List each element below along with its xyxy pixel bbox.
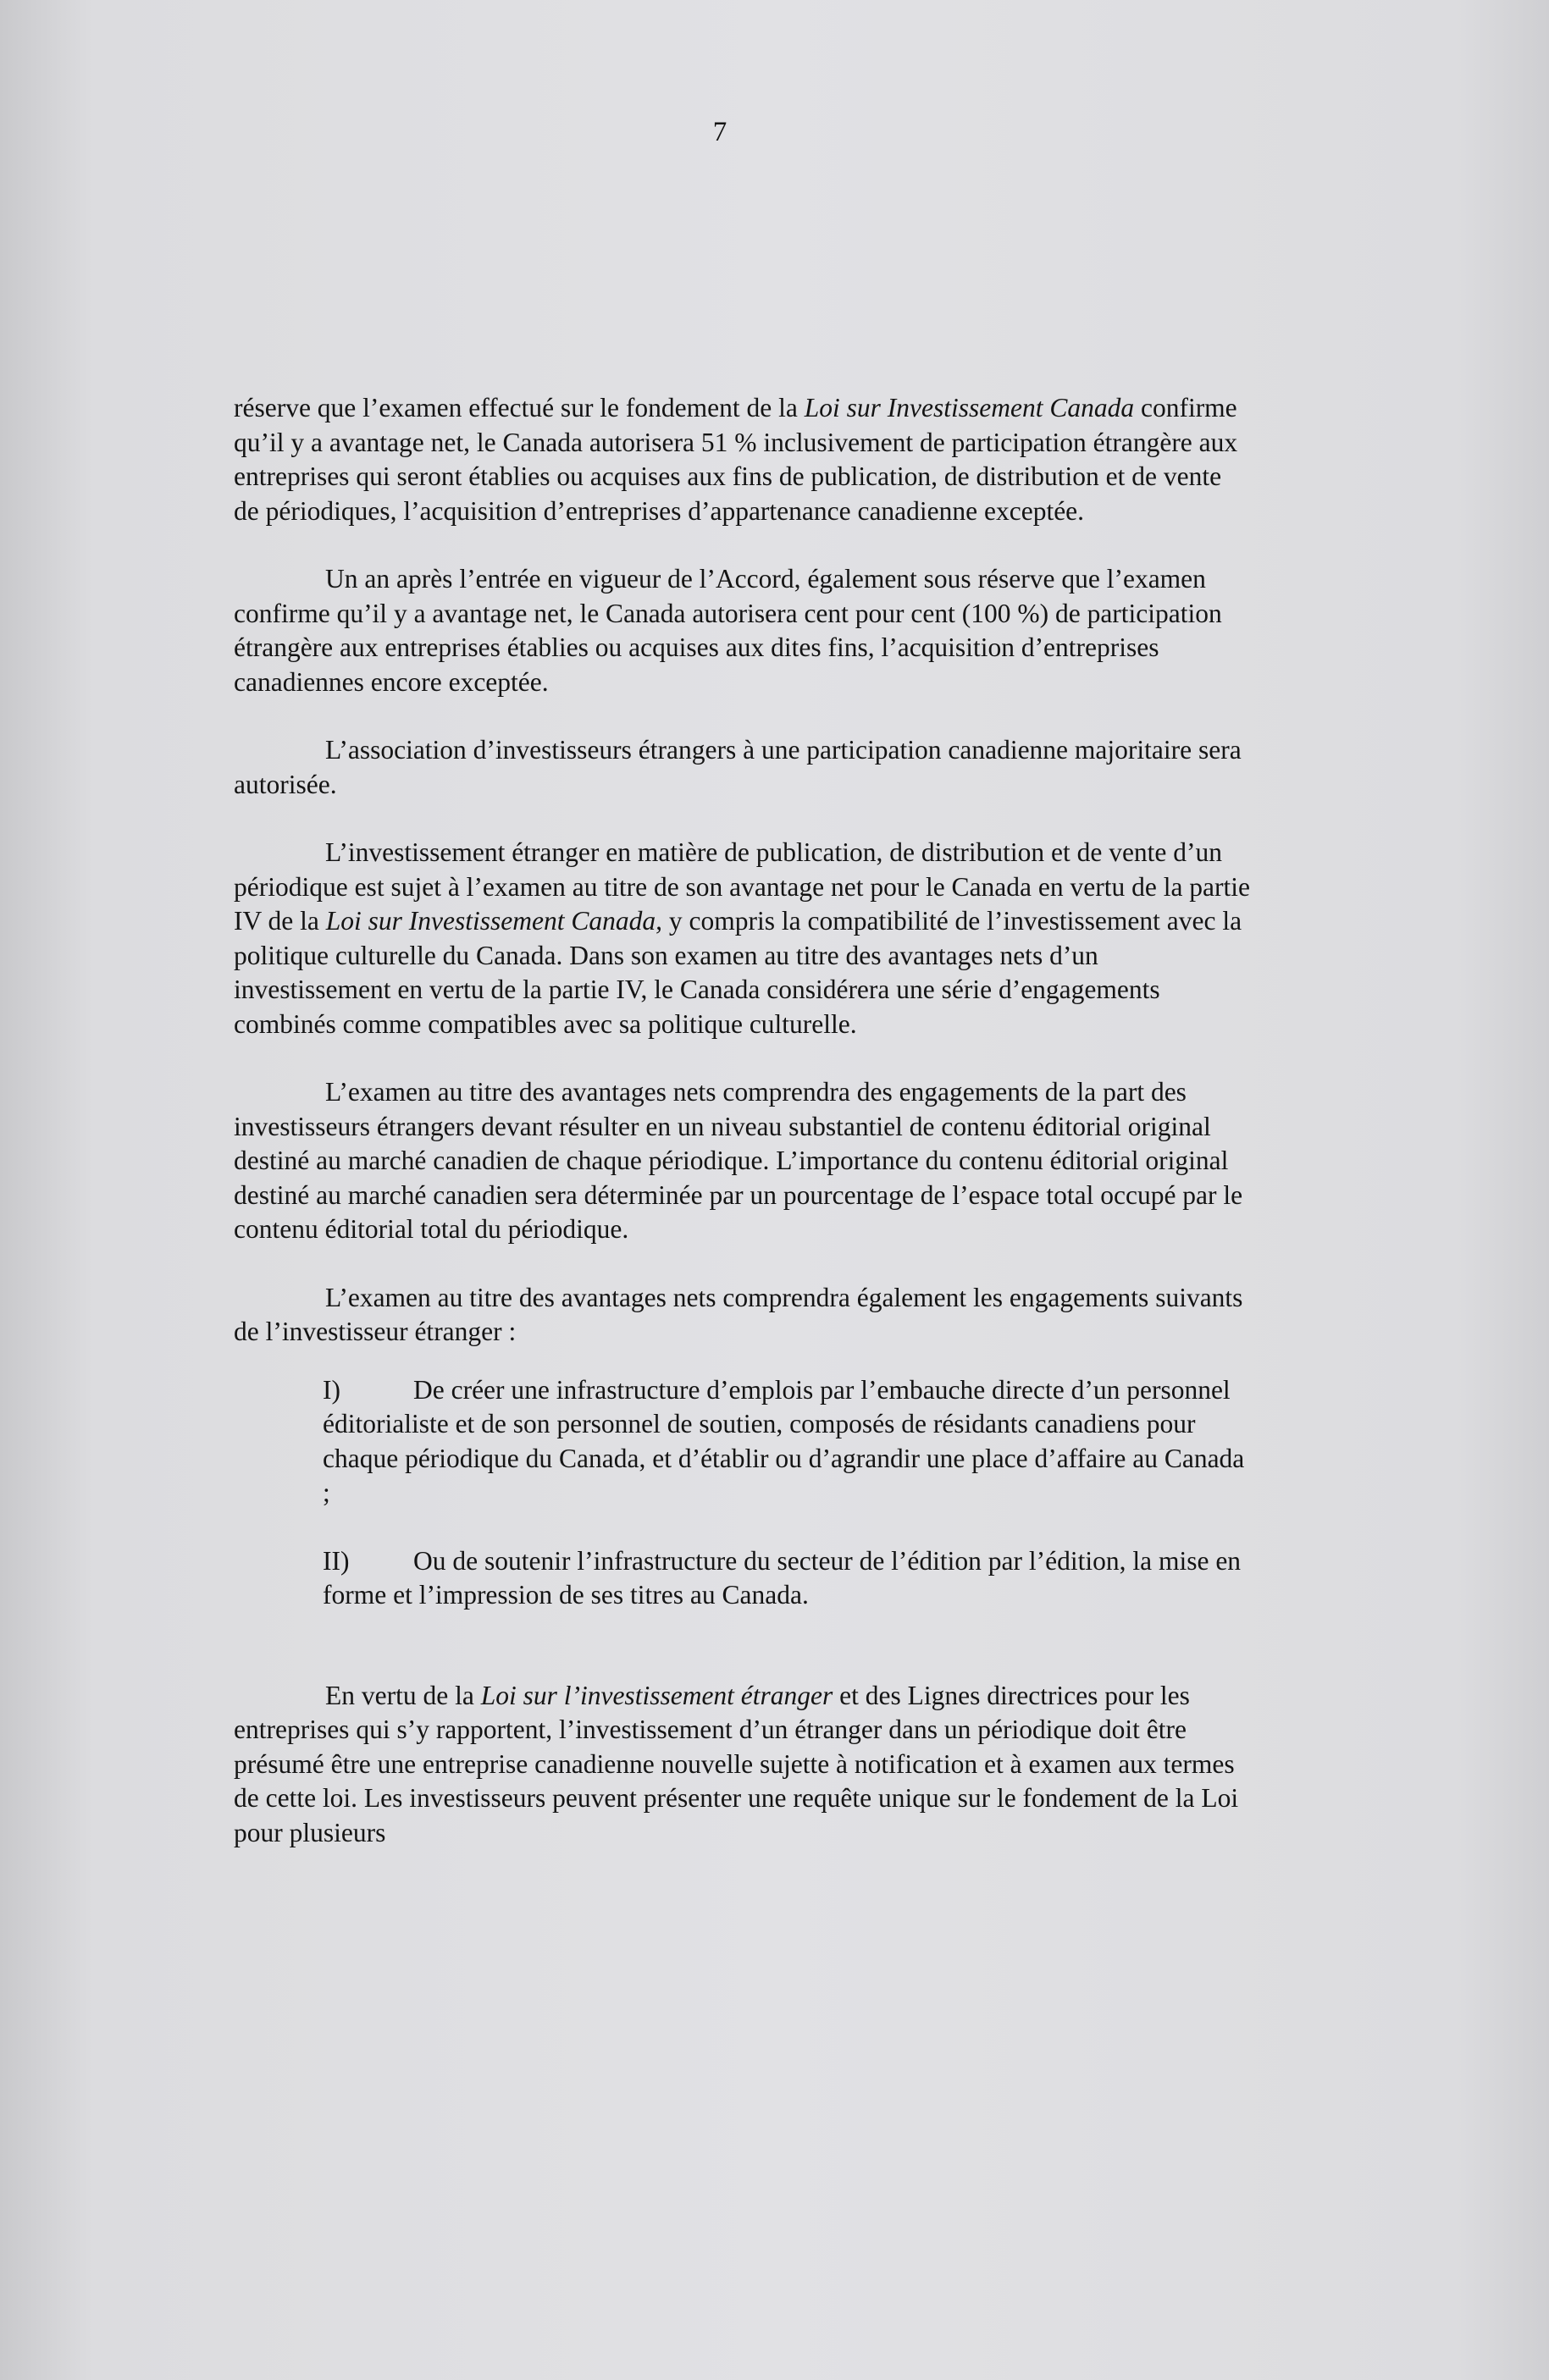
paragraph-3: L’association d’investisseurs étrangers à une participation canadienne majoritaire sera autorisée.: [234, 735, 1242, 799]
list-item-number: II): [323, 1545, 350, 1576]
paragraph-1: [234, 391, 1250, 528]
paragraph-final: [234, 1679, 1250, 1851]
paragraph-4-text-start: L’investissement étranger en matière de publication, de distribution et de vente d’un périodique est sujet à l’examen au titre de son avantage net pour le Canada en vertu de la partie IV de la: [234, 837, 1251, 936]
law-title-italic: Loi sur l’investissement étranger: [480, 1680, 833, 1710]
paragraph-5: L’examen au titre des avantages nets comprendra des engagements de la part des investisseurs étrangers devant résulter en un niveau substantiel de contenu éditorial original destiné au marché canadien de chaque périodique. L’importance du contenu éditorial original destiné au marché canadien sera déterminée par un pourcentage de l’espace total occupé par le contenu éditorial total du périodique.: [234, 1077, 1243, 1244]
list-item-2: [323, 1544, 1250, 1613]
paragraph-4-text-end: y compris la compatibilité de l’investissement avec la politique culturelle du Canada. Dans son examen au titre des avantages nets d’un investissement en vertu de la partie IV, le Canada considérera une série d’engagements combinés comme compatibles avec sa politique culturelle.: [234, 906, 1242, 1039]
paragraph-1-text-start: réserve que l’examen effectué sur le fondement de la: [234, 393, 805, 422]
list-item-number: I): [323, 1374, 340, 1405]
paragraph-1-text-end: confirme qu’il y a avantage net, le Canada autorisera 51 % inclusivement de participation étrangère aux entreprises qui seront établies ou acquises aux fins de publication, de distribution et de vente de périodiques, l’acquisition d’entreprises d’appartenance canadienne exceptée.: [234, 393, 1238, 526]
law-title-italic: Loi sur Investissement Canada,: [325, 906, 663, 936]
paragraph-4: [234, 836, 1250, 1041]
paragraph-final-text-end: et des Lignes directrices pour les entreprises qui s’y rapportent, l’investissement d’un étranger dans un périodique doit être présumé être une entreprise canadienne nouvelle sujette à notification et à examen aux termes de cette loi. Les investisseurs peuvent présenter une requête unique sur le fondement de la Loi pour plusieurs: [234, 1680, 1239, 1847]
law-title-italic: Loi sur Investissement Canada: [804, 393, 1135, 422]
list-item-1: [323, 1373, 1250, 1510]
list-item-text: Ou de soutenir l’infrastructure du secteur de l’édition par l’édition, la mise en forme et l’impression de ses titres au Canada.: [323, 1545, 1242, 1610]
paragraph-2: Un an après l’entrée en vigueur de l’Accord, également sous réserve que l’examen confirme qu’il y a avantage net, le Canada autorisera cent pour cent (100 %) de participation étrangère aux entreprises établies ou acquises aux dites fins, l’acquisition d’entreprises canadiennes encore exceptée.: [234, 564, 1222, 697]
list-item-text: De créer une infrastructure d’emplois par l’embauche directe d’un personnel éditorialiste et de son personnel de soutien, composés de résidants canadiens pour chaque périodique du Canada, et d’établir ou d’agrandir une place d’affaire au Canada ;: [323, 1374, 1245, 1507]
paragraph-6: L’examen au titre des avantages nets comprendra également les engagements suivants de l’investisseur étranger :: [234, 1282, 1243, 1346]
paragraph-final-text-start: En vertu de la: [325, 1680, 481, 1710]
page-number: 7: [712, 117, 727, 147]
document-body: [234, 391, 1250, 1884]
